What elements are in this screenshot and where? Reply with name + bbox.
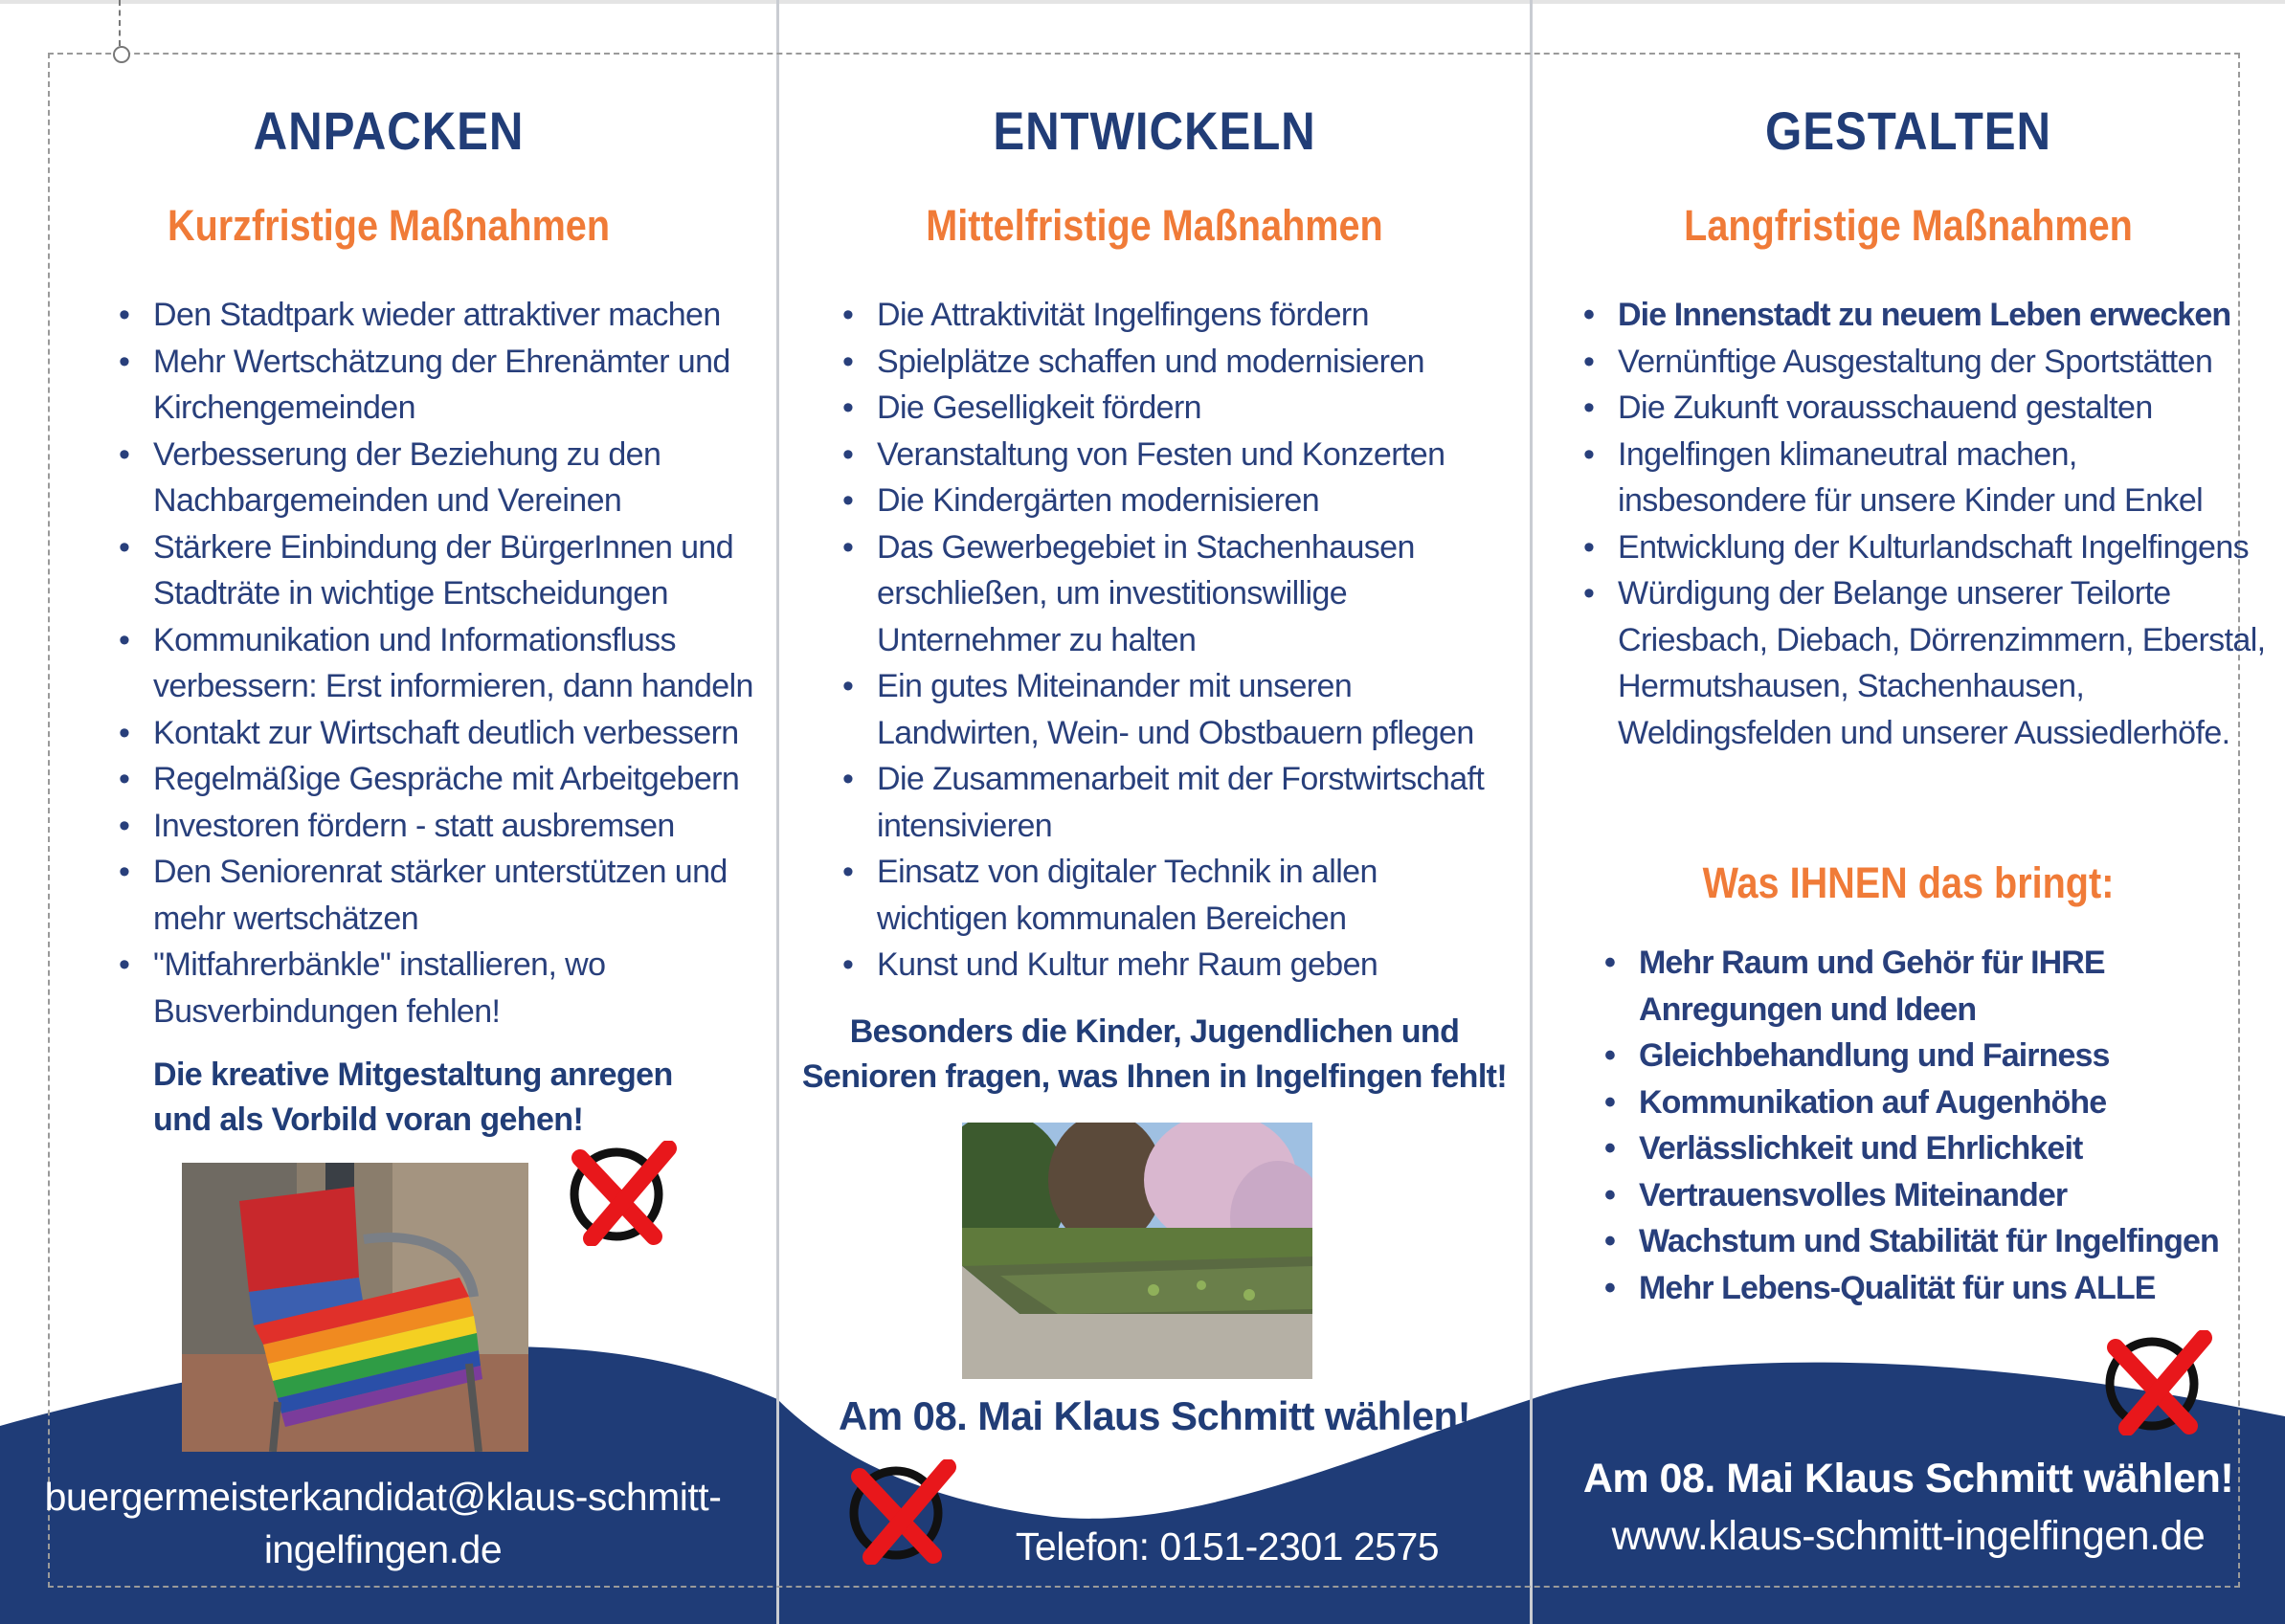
list-item: • Einsatz von digitaler Technik in allen xyxy=(842,849,1484,896)
list-item: erschließen, um investitionswillige xyxy=(877,575,1348,612)
list-item: • Spielplätze schaffen und modernisieren xyxy=(842,339,1484,386)
vote-slogan: Am 08. Mai Klaus Schmitt wählen! xyxy=(839,1393,1470,1438)
website-link[interactable]: www.klaus-schmitt-ingelfingen.de xyxy=(1611,1513,2206,1559)
list-item: • Ingelfingen klimaneutral machen, xyxy=(1583,432,2266,478)
email-line: buergermeisterkandidat@klaus-schmitt- xyxy=(44,1475,722,1519)
measures-list xyxy=(1583,292,2266,756)
list-item: • Kommunikation und Informationsfluss xyxy=(119,617,753,664)
benefits-list xyxy=(1604,940,2219,1311)
panel-title: ANPACKEN xyxy=(253,100,525,161)
list-item: • Entwicklung der Kulturlandschaft Ingelfingens xyxy=(1583,524,2266,571)
list-item: • Veranstaltung von Festen und Konzerten xyxy=(842,432,1484,478)
panel-subtitle: Mittelfristige Maßnahmen xyxy=(926,201,1383,250)
panel-entwickeln xyxy=(777,0,1532,1624)
panel-subtitle: Langfristige Maßnahmen xyxy=(1684,201,2133,250)
panel-title: GESTALTEN xyxy=(1764,100,2052,161)
list-item: • Die Kindergärten modernisieren xyxy=(842,478,1484,524)
list-item: mehr wertschätzen xyxy=(153,900,419,937)
list-item: • "Mitfahrerbänkle" installieren, wo xyxy=(119,942,753,989)
list-item: • Ein gutes Miteinander mit unseren xyxy=(842,663,1484,710)
closing-note xyxy=(153,1053,673,1143)
list-item: • Die Geselligkeit fördern xyxy=(842,385,1484,432)
vote-slogan: Am 08. Mai Klaus Schmitt wählen! xyxy=(1582,1456,2234,1502)
email-address[interactable] xyxy=(0,1471,766,1576)
list-item: • Stärkere Einbindung der BürgerInnen und xyxy=(119,524,753,571)
measures-list xyxy=(119,292,753,1034)
list-item: • Die Attraktivität Ingelfingens fördern xyxy=(842,292,1484,339)
email-line: ingelfingen.de xyxy=(263,1527,503,1571)
list-item: Stadträte in wichtige Entscheidungen xyxy=(153,575,668,612)
list-item: intensivieren xyxy=(877,807,1053,844)
list-item: • Investoren fördern - statt ausbremsen xyxy=(119,803,753,850)
list-item: verbessern: Erst informieren, dann handeln xyxy=(153,668,753,704)
list-item: • Kunst und Kultur mehr Raum geben xyxy=(842,942,1484,989)
list-item: Weldingsfelden und unserer Aussiedlerhöfe. xyxy=(1618,714,2230,751)
list-item: • Gleichbehandlung und Fairness xyxy=(1604,1033,2219,1079)
panel-title: ENTWICKELN xyxy=(993,100,1316,161)
list-item: • Mehr Lebens-Qualität für uns ALLE xyxy=(1604,1265,2219,1312)
list-item: insbesondere für unsere Kinder und Enkel xyxy=(1618,482,2204,519)
list-item: Busverbindungen fehlen! xyxy=(153,992,501,1030)
vote-cross-icon xyxy=(563,1141,678,1246)
panel-anpacken xyxy=(0,0,777,1624)
list-item: • Vertrauensvolles Miteinander xyxy=(1604,1172,2219,1219)
list-item: • Wachstum und Stabilität für Ingelfingen xyxy=(1604,1218,2219,1265)
list-item: Anregungen und Ideen xyxy=(1639,990,1977,1028)
park-pond-photo xyxy=(962,1123,1312,1379)
list-item: Nachbargemeinden und Vereinen xyxy=(153,482,622,519)
list-item: Criesbach, Diebach, Dörrenzimmern, Eberstal, xyxy=(1618,621,2266,658)
panel-gestalten xyxy=(1532,0,2285,1624)
list-item: • Den Stadtpark wieder attraktiver machen xyxy=(119,292,753,339)
list-item: Unternehmer zu halten xyxy=(877,621,1197,658)
list-item: Hermutshausen, Stachenhausen, xyxy=(1618,668,2085,704)
list-item: • Die Zusammenarbeit mit der Forstwirtschaft xyxy=(842,756,1484,803)
list-item: • Vernünftige Ausgestaltung der Sportstätten xyxy=(1583,339,2266,386)
list-item: • Den Seniorenrat stärker unterstützen und xyxy=(119,849,753,896)
bench-photo xyxy=(182,1163,528,1452)
list-item: • Regelmäßige Gespräche mit Arbeitgebern xyxy=(119,756,753,803)
measures-list xyxy=(842,292,1484,989)
panel-subtitle: Kurzfristige Maßnahmen xyxy=(167,201,611,250)
list-item: • Die Zukunft vorausschauend gestalten xyxy=(1583,385,2266,432)
closing-note xyxy=(777,1010,1532,1100)
closing-note-line: Die kreative Mitgestaltung anregen xyxy=(153,1057,673,1093)
list-item: Kirchengemeinden xyxy=(153,389,415,426)
list-item: • Mehr Wertschätzung der Ehrenämter und xyxy=(119,339,753,386)
closing-note-line: Besonders die Kinder, Jugendlichen und xyxy=(849,1013,1460,1050)
closing-note-line: und als Vorbild voran gehen! xyxy=(153,1101,584,1138)
list-item: wichtigen kommunalen Bereichen xyxy=(877,900,1347,937)
list-item: • Kommunikation auf Augenhöhe xyxy=(1604,1079,2219,1126)
list-item: • Verbesserung der Beziehung zu den xyxy=(119,432,753,478)
vote-cross-icon xyxy=(842,1459,957,1565)
list-item: • Das Gewerbegebiet in Stachenhausen xyxy=(842,524,1484,571)
list-item: • Mehr Raum und Gehör für IHRE xyxy=(1604,940,2219,987)
phone-number[interactable]: Telefon: 0151-2301 2575 xyxy=(1015,1524,1440,1568)
closing-note-line: Senioren fragen, was Ihnen in Ingelfingen fehlt! xyxy=(801,1058,1508,1095)
list-item: • Die Innenstadt zu neuem Leben erwecken xyxy=(1583,292,2266,339)
benefits-title: Was IHNEN das bringt: xyxy=(1702,858,2115,907)
list-item: Landwirten, Wein- und Obstbauern pflegen xyxy=(877,714,1474,751)
list-item: • Verlässlichkeit und Ehrlichkeit xyxy=(1604,1125,2219,1172)
vote-cross-icon xyxy=(2098,1330,2213,1435)
list-item: • Kontakt zur Wirtschaft deutlich verbessern xyxy=(119,710,753,757)
list-item: • Würdigung der Belange unserer Teilorte xyxy=(1583,570,2266,617)
